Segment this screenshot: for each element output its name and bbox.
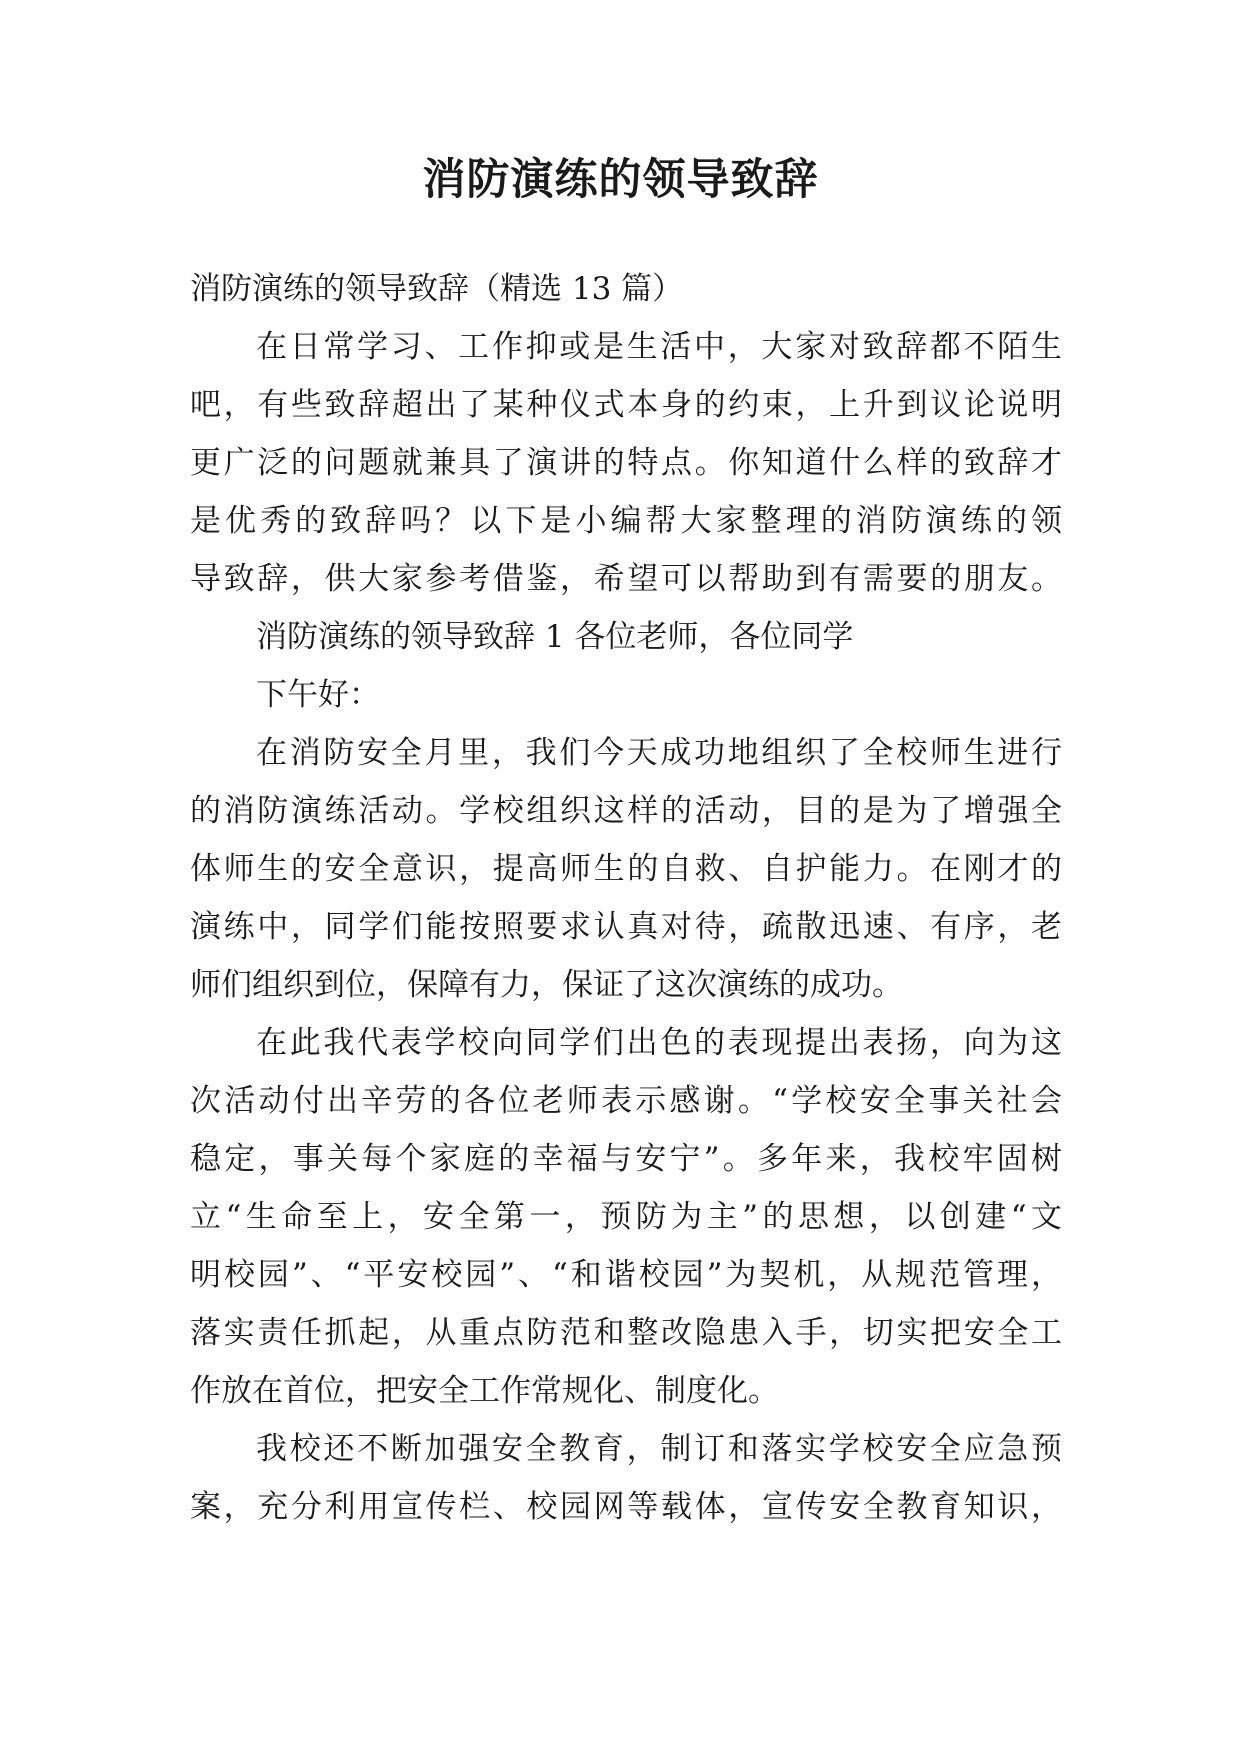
document-body [190, 260, 1062, 1536]
text-line: 次活动付出辛劳的各位老师表示感谢。“学校安全事关社会 [190, 1083, 1062, 1119]
text-line: 的消防演练活动。学校组织这样的活动，目的是为了增强全 [190, 793, 1062, 829]
text-line: 立“生命至上，安全第一，预防为主”的思想，以创建“文 [190, 1199, 1062, 1235]
text-line: 在日常学习、工作抑或是生活中，大家对致辞都不陌生 [256, 329, 1062, 365]
text-line: 下午好： [256, 677, 380, 713]
text-line: 更广泛的问题就兼具了演讲的特点。你知道什么样的致辞才 [190, 445, 1062, 481]
text-line: 演练中，同学们能按照要求认真对待，疏散迅速、有序，老 [190, 909, 1062, 945]
text-line: 作放在首位，把安全工作常规化、制度化。 [190, 1373, 779, 1409]
text-line: 案，充分利用宣传栏、校园网等载体，宣传安全教育知识， [190, 1489, 1062, 1525]
text-line: 吧，有些致辞超出了某种仪式本身的约束，上升到议论说明 [190, 387, 1062, 423]
text-line: 消防演练的领导致辞 1 各位老师，各位同学 [256, 619, 854, 655]
document-title: 消防演练的领导致辞 [422, 155, 819, 205]
text-line: 我校还不断加强安全教育，制订和落实学校安全应急预 [256, 1431, 1062, 1467]
text-line: 是优秀的致辞吗？以下是小编帮大家整理的消防演练的领 [190, 503, 1062, 539]
text-line: 稳定，事关每个家庭的幸福与安宁”。多年来，我校牢固树 [190, 1141, 1062, 1177]
text-line: 在消防安全月里，我们今天成功地组织了全校师生进行 [256, 735, 1062, 771]
text-line: 体师生的安全意识，提高师生的自救、自护能力。在刚才的 [190, 851, 1062, 887]
text-line: 在此我代表学校向同学们出色的表现提出表扬，向为这 [256, 1025, 1062, 1061]
text-line: 导致辞，供大家参考借鉴，希望可以帮助到有需要的朋友。 [190, 561, 1062, 597]
text-line: 消防演练的领导致辞（精选 13 篇） [190, 271, 684, 307]
text-line: 明校园”、“平安校园”、“和谐校园”为契机，从规范管理， [190, 1257, 1062, 1293]
text-line: 落实责任抓起，从重点防范和整改隐患入手，切实把安全工 [190, 1315, 1062, 1351]
text-line: 师们组织到位，保障有力，保证了这次演练的成功。 [190, 967, 903, 1003]
